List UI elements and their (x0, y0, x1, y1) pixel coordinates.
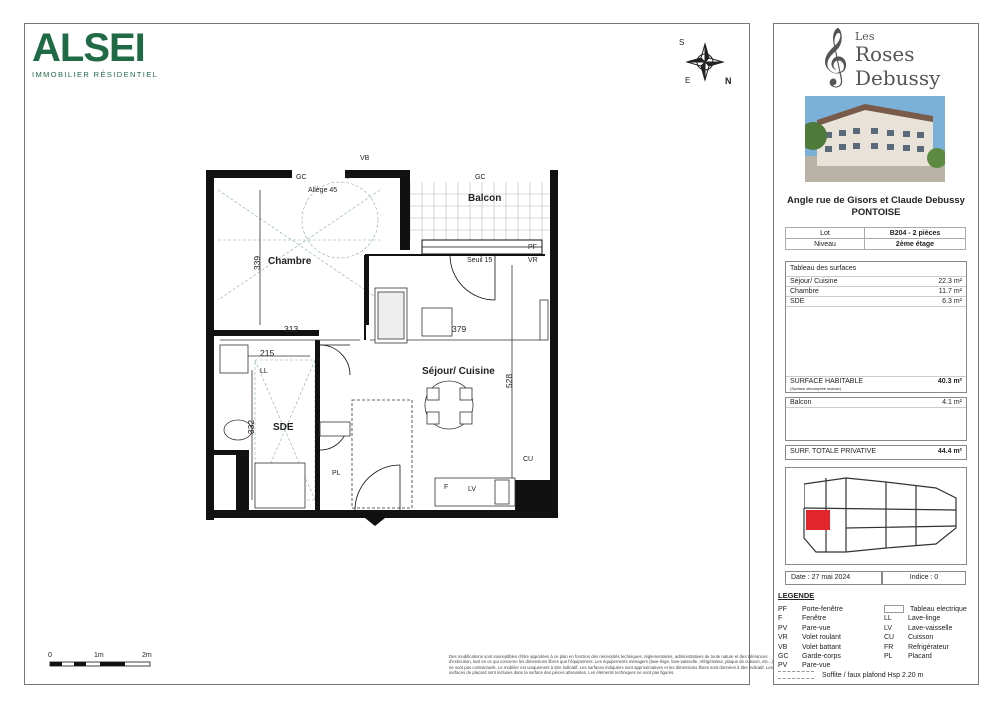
label-gc-1: GC (296, 174, 307, 181)
total-value: 44.4 m² (937, 448, 962, 455)
project-monogram: 𝄞 (819, 27, 849, 85)
surface-value: 22.3 m² (938, 278, 962, 285)
building-illustration (805, 96, 945, 182)
surfaces-title: Tableau des surfaces (790, 265, 857, 272)
legend-item: CU Cuisson (884, 634, 934, 642)
habitable-row (786, 376, 966, 391)
project-name-2: Debussy (855, 66, 941, 90)
label-f-1: F (347, 174, 352, 181)
legend-item: FR Refrigérateur (884, 643, 949, 651)
dim-528: 528 (504, 373, 515, 389)
floor-plan-drawing (200, 160, 570, 530)
electric-panel-icon (884, 605, 904, 613)
scale-bar (48, 652, 158, 672)
compass-n: N (725, 76, 732, 86)
label-gc-2: GC (475, 174, 486, 181)
compass-e: E (685, 76, 691, 85)
surface-value: 11.7 m² (938, 288, 962, 295)
legend-item: F Fenêtre (778, 615, 827, 623)
room-balcon: Balcon (468, 193, 502, 204)
balcon-box (785, 397, 967, 441)
dim-215: 215 (260, 348, 275, 358)
surface-label: Séjour/ Cuisine (790, 278, 838, 285)
disclaimer-text: Des modifications sont susceptibles d'être apportées à ce plan en fonction des nécessités techniques, réglementaires, administratives de toute nature et des tolérances d'exécution, tant en ce qui concerne les dimensions libres que l'équipement. Les équipements ménagers (lave-linge, lave-vaisselle, réfrigérateur, plaque de cuisson, etc...) ne sont pas contractuels. Le mobilier est uniquement à titre indicatif. Les surfaces indiquées sont approximatives et les dimensions libres sont données à titre indicatif. Les surfaces de placard sont incluses dans la surface des pièces attenantes. Les éléments techniques ne sont pas figurés. (449, 654, 773, 675)
room-sde: SDE (273, 422, 294, 433)
legend-item: LL Lave-linge (884, 615, 941, 623)
project-logo (815, 28, 940, 90)
brand-tagline: IMMOBILIER RÉSIDENTIEL (32, 70, 159, 79)
dim-313: 313 (284, 324, 299, 334)
level-label: Niveau (786, 239, 865, 250)
label-seuil: Seuil 15 (467, 257, 493, 264)
legend-item: PL Placard (884, 653, 932, 661)
label-vb: VB (360, 155, 370, 162)
dim-339: 339 (252, 255, 263, 271)
compass-s: S (679, 38, 685, 47)
project-name-1: Roses (855, 42, 915, 66)
scale-1m: 1m (94, 652, 104, 659)
surface-label: SDE (790, 298, 805, 305)
legend-item: LV Lave-vaisselle (884, 624, 953, 632)
legend-item: PF Porte-fenêtre (778, 606, 843, 613)
legend-item: PV Pare-vue (778, 624, 831, 632)
legend-item: GC Garde-corps (778, 653, 841, 661)
balcon-value: 4.1 m² (942, 399, 962, 406)
surface-value: 6.3 m² (942, 298, 962, 305)
floor-plan (200, 155, 570, 530)
surface-row (786, 276, 966, 287)
habitable-value: 40.3 m² (937, 378, 962, 385)
label-allege: Allège 45 (308, 187, 338, 194)
address-line-2: PONTOISE (851, 207, 901, 218)
label-ll: LL (260, 368, 268, 375)
label-pl: PL (332, 470, 341, 477)
legend-item: VB Volet battant (778, 643, 841, 651)
legend-item: VR Volet roulant (778, 634, 841, 642)
label-cu: CU (523, 456, 534, 463)
legend-left (778, 605, 843, 671)
soffite-label: Soffite / faux plafond Hsp 2.20 m (821, 671, 924, 679)
building-photo (805, 96, 945, 182)
legend-title: LEGENDE (778, 591, 815, 600)
habitable-sub: (Surface décomptée incluse) (790, 386, 841, 391)
legend-item: Tableau electrique (884, 605, 967, 614)
surfaces-table (785, 261, 967, 393)
date-box (785, 571, 882, 585)
soffite-legend (778, 671, 923, 679)
label-lv: LV (468, 486, 477, 493)
brand-logo (32, 28, 158, 79)
label-vr: VR (528, 257, 538, 264)
lot-label: Lot (786, 228, 865, 239)
compass-rose (675, 36, 737, 90)
total-box (785, 445, 967, 460)
project-prefix: Les (855, 30, 875, 43)
room-sejour: Séjour/ Cuisine (422, 366, 495, 377)
soffite-hatch-icon (778, 671, 814, 679)
legend-item: PV Pare-vue (778, 662, 831, 670)
label-f-2: F (444, 484, 449, 491)
brand-name: ALSEI (32, 26, 145, 70)
balcon-label: Balcon (790, 399, 812, 406)
date-text: Date : 27 mai 2024 (791, 574, 851, 581)
address-line-1: Angle rue de Gisors et Claude Debussy (787, 195, 965, 206)
dim-332: 332 (246, 419, 257, 435)
surface-row (786, 297, 966, 307)
indice-text: Indice : 0 (909, 574, 939, 581)
surface-label: Chambre (790, 288, 819, 295)
label-pf: PF (528, 244, 537, 251)
balcon-row (786, 398, 966, 408)
room-chambre: Chambre (268, 256, 312, 267)
total-label: SURF. TOTALE PRIVATIVE (790, 448, 877, 455)
key-plan (785, 467, 967, 565)
indice-box (882, 571, 966, 585)
scale-0: 0 (48, 652, 52, 659)
lot-value: B204 - 2 pièces (865, 228, 966, 239)
dim-379: 379 (452, 324, 467, 334)
level-value: 2ème étage (865, 239, 966, 250)
lot-table (785, 227, 966, 250)
surface-row (786, 287, 966, 297)
legend-right (884, 605, 967, 661)
key-plan-drawing (786, 468, 966, 564)
scale-2m: 2m (142, 652, 152, 659)
habitable-label: SURFACE HABITABLE (790, 378, 864, 385)
